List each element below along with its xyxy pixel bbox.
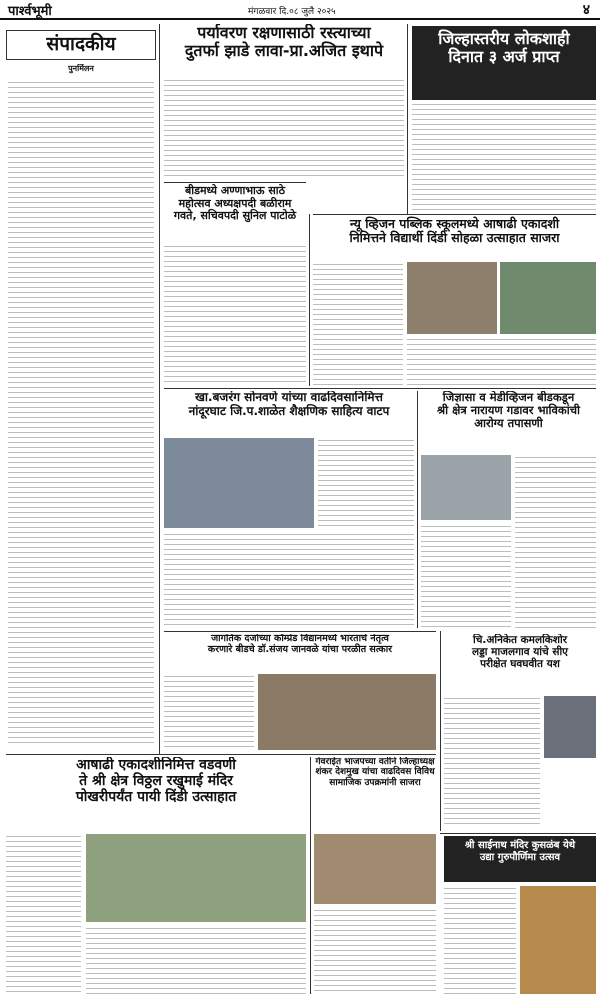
story11-headline-box	[444, 836, 596, 882]
story4-headline-box	[313, 214, 596, 260]
story6-headline-line1: जिज्ञासा व मेडीव्हिजन बीडकडून	[442, 391, 575, 404]
story10-photo	[314, 834, 436, 904]
story6-headline-line2: श्री क्षेत्र नारायण गडावर भाविकांची	[437, 403, 580, 418]
story9-headline-line2: ते श्री क्षेत्र विठ्ठल रखुमाई मंदिर	[79, 773, 233, 790]
story4-body-col2	[407, 337, 596, 386]
story6-body-col2	[421, 524, 511, 628]
story11-headline-line2: उद्या गुरुपौर्णिमा उत्सव	[479, 851, 561, 863]
story5-body-col2	[164, 532, 414, 628]
editorial-header	[6, 30, 156, 60]
story3-headline-line3: गवते, सचिवपदी सुनिल पाटोळे	[173, 209, 297, 223]
newspaper-name: पार्श्वभूमी	[8, 4, 52, 19]
story10-headline-line2: शंकर देशमुख यांचा वाढदिवस विविध	[315, 767, 435, 778]
story6-body-col1	[515, 455, 596, 628]
story8-headline-line2: लड्डा माजलगाव यांचे सीए	[472, 646, 568, 659]
story10-headline-line3: सामाजिक उपक्रमांनी साजरा	[329, 777, 421, 788]
story3-headline-line1: बीडमध्ये अण्णाभाऊ साठे	[184, 184, 286, 197]
story11-photo	[520, 886, 596, 994]
story4-photo-2	[500, 262, 596, 334]
story8-headline-line3: परीक्षेत घवघवीत यश	[480, 658, 560, 671]
story11-headline-line1: श्री साईनाथ मंदिर कुसळंब येथे	[464, 840, 576, 851]
story10-headline-line1: गेवराईत भाजपच्या वतीने जिल्हाध्यक्ष	[315, 757, 435, 767]
story9-photo	[86, 834, 306, 922]
story7-headline-line2: करणारे बीडचे डॉ.संजय जानवळे यांचा परळीत सत्कार	[207, 643, 393, 655]
story9-headline-box	[6, 757, 306, 831]
story5-headline-box	[164, 391, 414, 435]
story3-body	[164, 244, 306, 384]
story4-body-col1	[313, 262, 403, 386]
story2-headline-line2: दिनात ३ अर्ज प्राप्त	[448, 47, 560, 67]
story4-headline-line1: न्यू व्हिजन पब्लिक स्कूलमध्ये आषाढी एकादशी	[349, 216, 560, 231]
story9-headline-line1: आषाढी एकादशीनिमित्त वडवणी	[76, 757, 236, 773]
story2-headline-box	[412, 26, 596, 100]
page-number: ४	[582, 2, 590, 18]
story8-portrait	[544, 696, 596, 758]
story5-photo-1	[164, 438, 314, 528]
story7-body-col1	[164, 674, 254, 750]
story10-headline-box	[314, 757, 436, 831]
story4-photo-1	[407, 262, 497, 334]
story2-headline-line1: जिल्हास्तरीय लोकशाही	[438, 29, 570, 48]
story5-headline-line1: खा.बजरंग सोनवणे यांच्या वाढदिवसानिमित्त	[195, 391, 383, 404]
story6-headline-box	[421, 391, 596, 451]
story8-headline-line1: चि.अनिकेत कमलकिशोर	[472, 634, 568, 646]
story9-body-col1	[6, 834, 81, 994]
story5-headline-line2: नांदूरघाट जि.प.शाळेत शैक्षणिक साहित्य वाटप	[188, 403, 390, 418]
masthead	[0, 0, 600, 20]
story11-body	[444, 886, 516, 994]
story3-headline-box	[164, 182, 306, 242]
story10-body	[314, 908, 436, 994]
story6-photo	[421, 455, 511, 520]
story2-body	[412, 102, 596, 212]
story8-headline-box	[444, 634, 596, 692]
editorial-subtitle-box	[6, 64, 156, 76]
story9-headline-line3: पोखरीपर्यंत पायी दिंडी उत्साहात	[75, 789, 237, 806]
story1-body	[164, 78, 404, 180]
story1-headline-line2: दुतर्फा झाडे लावा-प्रा.अजित इथापे	[184, 41, 384, 61]
story1-headline-line1: पर्यावरण रक्षणासाठी रस्त्याच्या	[197, 24, 371, 42]
story7-photo	[258, 674, 436, 750]
story1-headline-box	[164, 24, 404, 74]
editorial-title: संपादकीय	[46, 33, 116, 55]
story8-body	[444, 696, 540, 826]
issue-date: मंगळवार दि.०८ जुलै २०२५	[248, 7, 336, 17]
story6-headline-line3: आरोग्य तपासणी	[474, 416, 543, 431]
story7-headline-box	[164, 634, 436, 670]
story3-headline-line2: महोत्सव अध्यक्षपदी बळीराम	[178, 196, 292, 210]
story7-headline-line1: जागतिक दर्जाच्या कॉम्प्रेड विद्यानमध्ये भारताचे नेतृत्व	[211, 634, 389, 644]
editorial-body	[8, 80, 154, 745]
story4-headline-line2: निमित्तने विद्यार्थी दिंडी सोहळा उत्साहात साजरा	[349, 230, 560, 246]
story9-body-col2	[86, 926, 306, 994]
story5-body-col1	[318, 438, 414, 528]
editorial-subtitle: पुनर्मिलन	[68, 64, 94, 73]
